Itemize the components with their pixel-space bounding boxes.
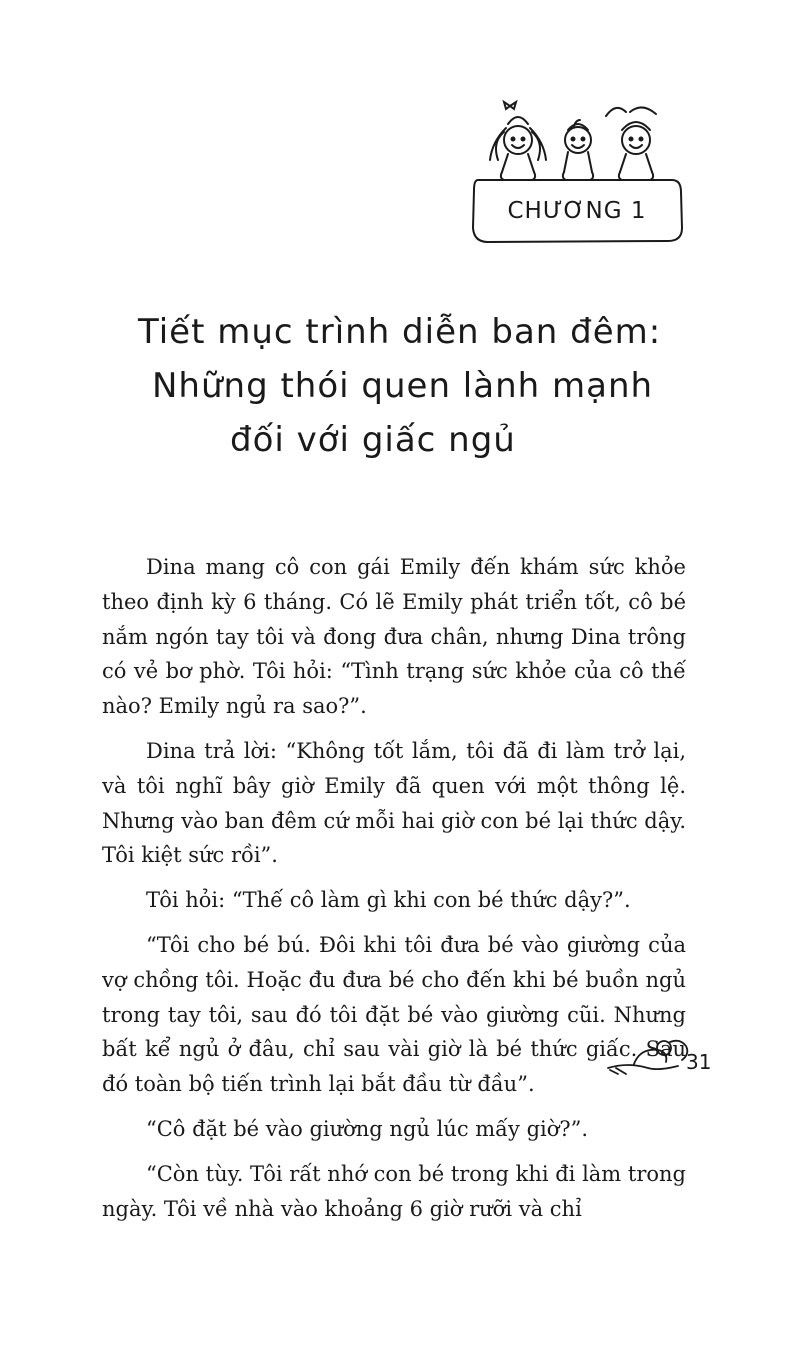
paragraph: “Còn tùy. Tôi rất nhớ con bé trong khi đi làm trong ngày. Tôi về nhà vào khoảng 6 giờ rưỡi và chỉ: [102, 1161, 686, 1221]
girl-right-icon: [606, 107, 656, 172]
body-text: [102, 550, 686, 1236]
paragraph: Tôi hỏi: “Thế cô làm gì khi con bé thức dậy?”.: [146, 888, 631, 913]
paragraph: Dina trả lời: “Không tốt lắm, tôi đã đi làm trở lại, và tôi nghĩ bây giờ Emily đã quen với một thông lệ. Nhưng vào ban đêm cứ mỗi hai giờ con bé lại thức dậy. Tôi kiệt sức rồi”.: [102, 738, 686, 868]
paragraph: “Cô đặt bé vào giường ngủ lúc mấy giờ?”.: [146, 1116, 589, 1141]
chapter-title-line: đối với giấc ngủ: [230, 420, 516, 460]
sign-hooks: [501, 172, 653, 180]
chapter-title-line: Những thói quen lành mạnh: [152, 366, 654, 406]
paragraph: Dina mang cô con gái Emily đến khám sức khỏe theo định kỳ 6 tháng. Có lẽ Emily phát triển tốt, cô bé nắm ngón tay tôi và đong đưa chân, nhưng Dina trông có vẻ bơ phờ. Tôi hỏi: “Tình trạng sức khỏe của cô thế nào? Emily ngủ ra sao?”.: [102, 555, 686, 719]
boy-middle-icon: [564, 120, 592, 172]
paragraph: “Tôi cho bé bú. Đôi khi tôi đưa bé vào giường của vợ chồng tôi. Hoặc đu đưa bé cho đến khi bé buồn ngủ trong tay tôi, sau đó tôi đặt bé vào giường cũi. Nhưng bất kể ngủ ở đâu, chỉ sau vài giờ là bé thức giấc. Sau đó toàn bộ tiến trình lại bắt đầu từ đầu”.: [102, 932, 686, 1097]
chapter-title: [100, 305, 700, 467]
chapter-header-illustration: [468, 100, 688, 250]
chapter-title-line: Tiết mục trình diễn ban đêm:: [138, 312, 662, 352]
girl-left-icon: [490, 102, 546, 172]
chapter-label: CHƯƠNG 1: [507, 198, 647, 224]
page-number: 31: [686, 1050, 712, 1074]
